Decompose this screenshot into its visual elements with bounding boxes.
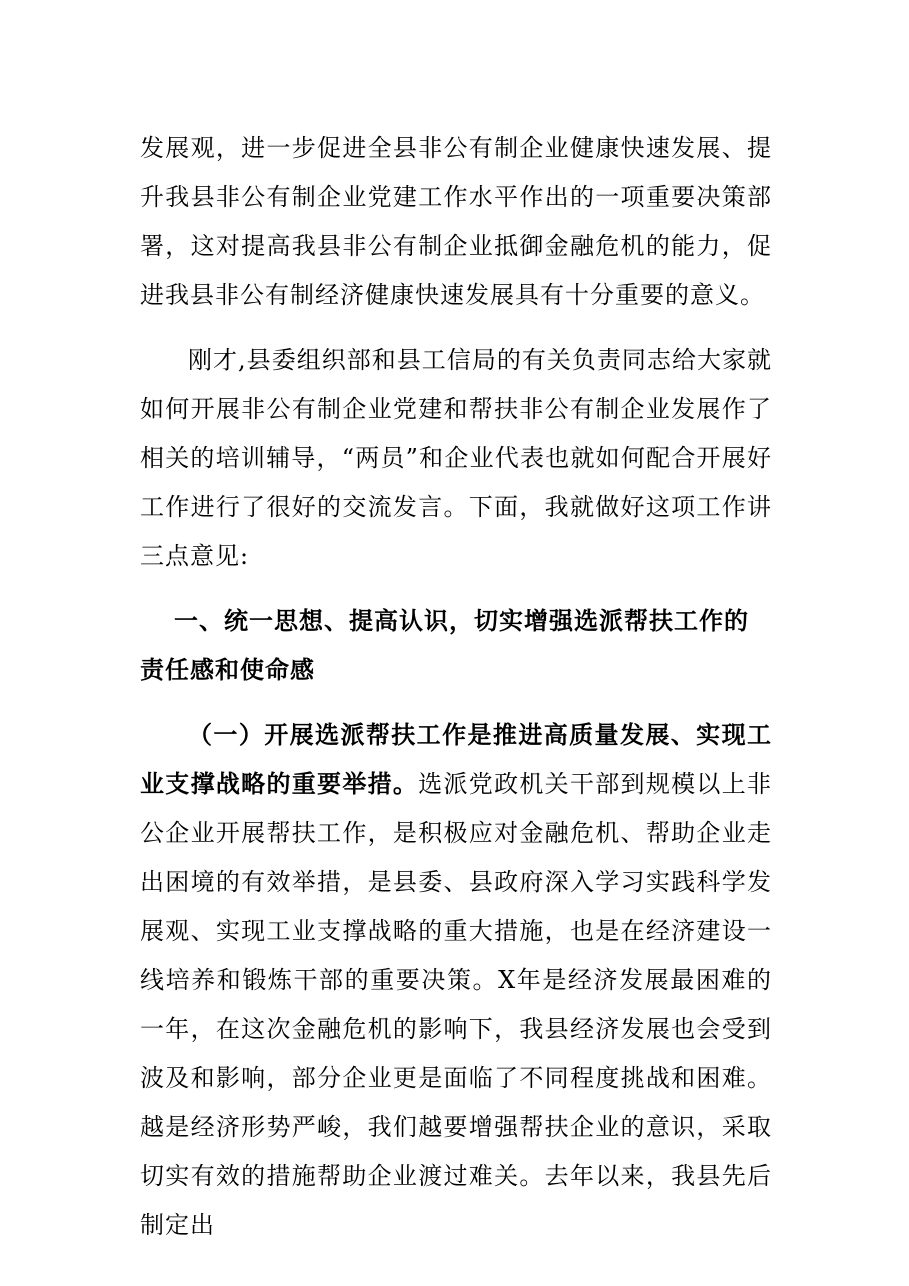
section-heading-1: 一、统一思想、提高认识，切实增强选派帮扶工作的责任感和使命感: [140, 607, 749, 684]
subsection-1-1: [140, 711, 772, 1250]
paragraph-remarks: 刚才,县委组织部和县工信局的有关负责同志给大家就如何开展非公有制企业党建和帮扶非公有制企业发展作了相关的培训辅导，“两员”和企业代表也就如何配合开展好工作进行了很好的交流发言。下面，我就做好这项工作讲三点意见:: [140, 346, 772, 570]
document-body: [140, 124, 772, 1250]
subsection-1-1-title: （一）开展选派帮扶工作是推进高质量发展、实现工业支撑战略的重要举措。: [140, 721, 772, 798]
subsection-1-1-body: 选派党政机关干部到规模以上非公企业开展帮扶工作，是积极应对金融危机、帮助企业走出困境的有效举措，是县委、县政府深入学习实践科学发展观、实现工业支撑战略的重大措施，也是在经济建设一线培养和锻炼干部的重要决策。X年是经济发展最困难的一年，在这次金融危机的影响下，我县经济发展也会受到波及和影响，部分企业更是面临了不同程度挑战和困难。越是经济形势严峻，我们越要增强帮扶企业的意识，采取切实有效的措施帮助企业渡过难关。去年以来，我县先后制定出: [140, 770, 773, 1239]
paragraph-continuation: 发展观，进一步促进全县非公有制企业健康快速发展、提升我县非公有制企业党建工作水平作出的一项重要决策部署，这对提高我县非公有制企业抵御金融危机的能力，促进我县非公有制经济健康快速发展具有十分重要的意义。: [140, 134, 772, 309]
